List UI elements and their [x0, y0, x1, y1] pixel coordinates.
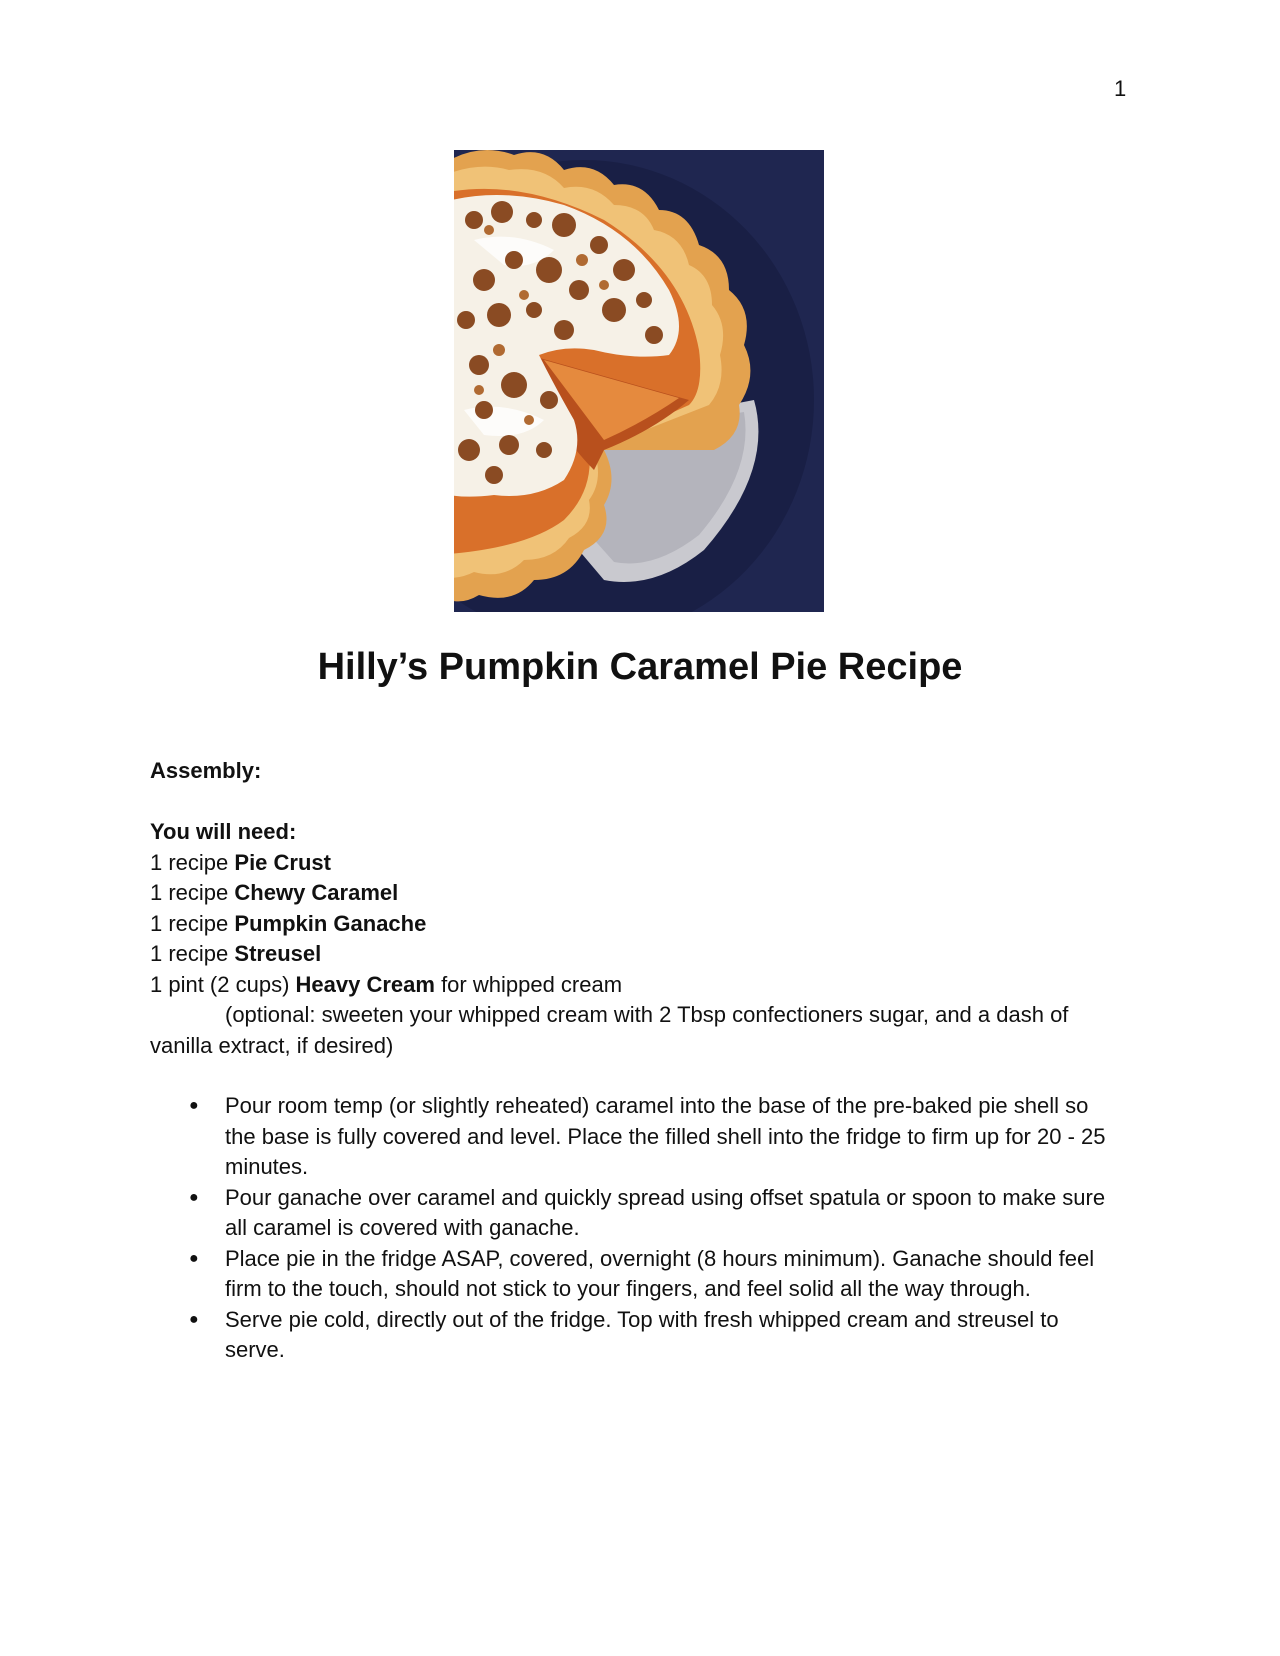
ingredient-name: Streusel — [234, 941, 322, 966]
bullet-icon: ● — [189, 1188, 199, 1206]
list-item — [150, 1305, 1130, 1366]
bullet-icon: ● — [189, 1097, 199, 1114]
ingredient-item: 1 recipe Pumpkin Ganache — [150, 910, 427, 936]
bullet-icon: ● — [189, 1249, 199, 1267]
assembly-steps-list — [150, 1091, 1130, 1366]
ingredient-item: 1 recipe Pie Crust — [150, 849, 331, 875]
ingredient-name: Pumpkin Ganache — [234, 910, 427, 936]
page-number: 1 — [1114, 76, 1127, 101]
list-item — [150, 1183, 1130, 1244]
ingredient-name: Pie Crust — [234, 849, 331, 875]
step-text: Serve pie cold, directly out of the fridge. Top with fresh whipped cream and streusel to serve. — [225, 1306, 1059, 1362]
bullet-icon: ● — [189, 1310, 199, 1328]
ingredient-item: 1 pint (2 cups) Heavy Cream for whipped cream — [150, 971, 623, 997]
ingredient-name: Chewy Caramel — [234, 880, 399, 905]
recipe-title: Hilly’s Pumpkin Caramel Pie Recipe — [317, 646, 963, 688]
ingredient-item: 1 recipe Streusel — [150, 941, 322, 966]
recipe-body — [150, 756, 1130, 1366]
step-text: Pour ganache over caramel and quickly spread using offset spatula or spoon to make sure all caramel is covered with ganache. — [225, 1184, 1106, 1240]
assembly-heading: Assembly: — [150, 758, 262, 783]
optional-note: (optional: sweeten your whipped cream with 2 Tbsp confectioners sugar, and a dash of vanilla extract, if desired) — [150, 1002, 1069, 1058]
step-text: Pour room temp (or slightly reheated) caramel into the base of the pre-baked pie shell so the base is fully covered and level. Place the filled shell into the fridge to firm up for 20 - 25 minutes. — [225, 1093, 1106, 1179]
ingredient-item: 1 recipe Chewy Caramel — [150, 880, 399, 905]
list-item — [150, 1244, 1130, 1305]
list-item — [150, 1091, 1130, 1183]
you-will-need-heading: You will need: — [150, 819, 297, 844]
ingredient-name: Heavy Cream — [295, 971, 435, 997]
step-text: Place pie in the fridge ASAP, covered, overnight (8 hours minimum). Ganache should feel firm to the touch, should not stick to your fingers, and feel solid all the way through. — [225, 1245, 1095, 1301]
pumpkin-caramel-pie-photo — [454, 150, 824, 612]
